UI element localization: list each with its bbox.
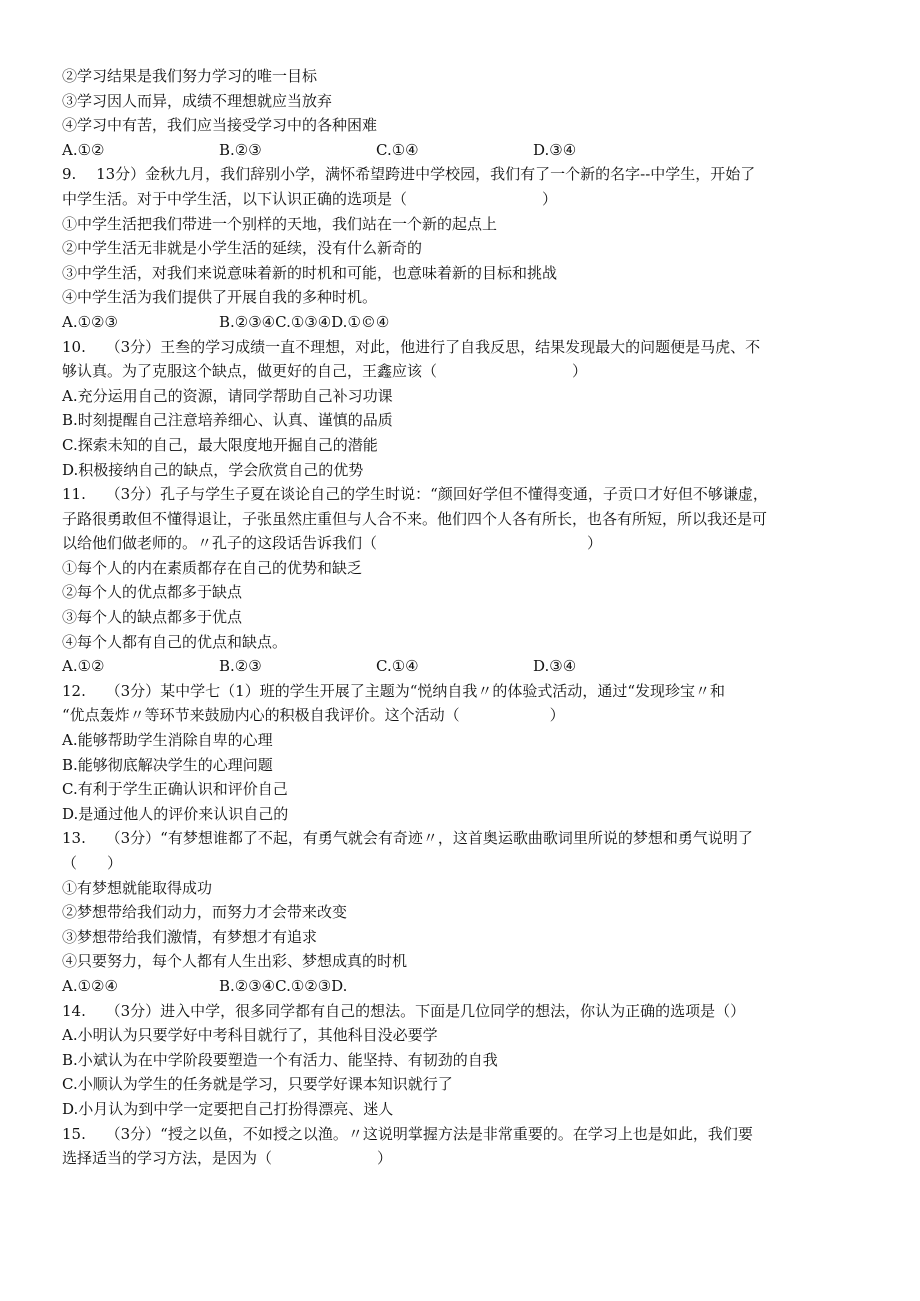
option-a[interactable]: A.小明认为只要学好中考科目就行了，其他科目没必要学	[62, 1026, 438, 1045]
question-stem: 11. （3分）孔子与学生子夏在谈论自己的学生时说：“颜回好学但不懂得变通，子贡口才好但不够谦虚，	[62, 485, 768, 504]
question-15	[62, 1122, 872, 1171]
question-stem: 中学生活。对于中学生活，以下认识正确的选项是（ ）	[62, 189, 558, 208]
question-11	[62, 482, 872, 679]
statement-item: ②学习结果是我们努力学习的唯一目标	[62, 67, 318, 85]
question-stem: 子路很勇敢但不懂得退让，子张虽然庄重但与人合不来。他们四个人各有所长，也各有所短，所以我还是可	[62, 509, 768, 528]
option-d[interactable]: D.小月认为到中学一定要把自己打扮得漂亮、迷人	[62, 1099, 394, 1118]
option-a[interactable]: A.能够帮助学生消除自卑的心理	[62, 731, 273, 750]
option-d[interactable]: D.③④	[533, 140, 577, 159]
option-d[interactable]: D.是通过他人的评价来认识自己的	[62, 804, 289, 823]
answer-options	[62, 138, 872, 163]
option-a[interactable]: A.①②④	[62, 976, 118, 995]
option-c[interactable]: C.探索未知的自己，最大限度地开掘自己的潜能	[62, 435, 378, 454]
option-a[interactable]: A.①②	[62, 140, 105, 159]
statement-item: ①有梦想就能取得成功	[62, 878, 213, 897]
statement-item: ④学习中有苦，我们应当接受学习中的各种困难	[62, 116, 378, 135]
statement-item: ②中学生活无非就是小学生活的延续，没有什么新奇的	[62, 239, 423, 258]
answer-options	[62, 974, 872, 999]
question-stem: 15. （3分）“授之以鱼，不如授之以渔。〃这说明掌握方法是非常重要的。在学习上也是如此，我们要	[62, 1124, 753, 1143]
statement-item: ④每个人都有自己的优点和缺点。	[62, 632, 288, 651]
statement-item: ③每个人的缺点都多于优点	[62, 608, 243, 627]
question-stem: “优点轰炸〃等环节来鼓励内心的积极自我评价。这个活动（ ）	[62, 706, 565, 725]
option-b[interactable]: B.小斌认为在中学阶段要塑造一个有活力、能坚持、有韧劲的自我	[62, 1050, 498, 1069]
question-stem: 够认真。为了克服这个缺点，做更好的自己，王鑫应该（ ）	[62, 362, 588, 381]
question-stem: （ ）	[62, 854, 123, 872]
exam-page	[62, 64, 872, 1171]
statement-item: ③学习因人而异，成绩不理想就应当放弃	[62, 91, 333, 110]
question-stem: 13. （3分）“有梦想谁都了不起，有勇气就会有奇迹〃，这首奥运歌曲歌词里所说的梦想和勇气说明了	[62, 829, 753, 848]
option-b[interactable]: B.时刻提醒自己注意培养细心、认真、谨慎的品质	[62, 411, 393, 430]
option-c[interactable]: C.①④	[376, 657, 419, 676]
option-bcd[interactable]: B.②③④C.①②③D.	[219, 976, 348, 995]
option-a[interactable]: A.充分运用自己的资源，请同学帮助自己补习功课	[62, 386, 393, 405]
option-b[interactable]: B.②③	[219, 140, 262, 159]
option-bcd[interactable]: B.②③④C.①③④D.①©④	[219, 312, 390, 331]
question-stem: 9. 13分）金秋九月，我们辞别小学，满怀希望跨进中学校园，我们有了一个新的名字--中学生，开始了	[62, 165, 756, 184]
option-c[interactable]: C.小顺认为学生的任务就是学习，只要学好课本知识就行了	[62, 1075, 453, 1094]
option-b[interactable]: B.能够彻底解决学生的心理问题	[62, 755, 273, 774]
option-d[interactable]: D.③④	[533, 657, 577, 676]
option-c[interactable]: C.有利于学生正确认识和评价自己	[62, 780, 288, 799]
question-stem: 选择适当的学习方法，是因为（ ）	[62, 1149, 393, 1168]
option-a[interactable]: A.①②③	[62, 312, 118, 331]
statement-item: ①每个人的内在素质都存在自己的优势和缺乏	[62, 558, 363, 577]
option-a[interactable]: A.①②	[62, 657, 105, 676]
answer-options	[62, 654, 872, 679]
question-12	[62, 679, 872, 827]
question-9	[62, 162, 872, 334]
option-b[interactable]: B.②③	[219, 657, 262, 676]
question-stem: 以给他们做老师的。〃孔子的这段话告诉我们（ ）	[62, 534, 603, 553]
statement-item: ④只要努力，每个人都有人生出彩、梦想成真的时机	[62, 952, 408, 971]
answer-options	[62, 310, 872, 335]
statement-item: ③中学生活，对我们来说意味着新的时机和可能，也意味着新的目标和挑战	[62, 263, 558, 282]
question-8-tail	[62, 64, 872, 162]
statement-item: ②每个人的优点都多于缺点	[62, 583, 243, 602]
statement-item: ②梦想带给我们动力，而努力才会带来改变	[62, 903, 348, 922]
question-stem: 14. （3分）进入中学，很多同学都有自己的想法。下面是几位同学的想法，你认为正确的选项是（）	[62, 1001, 746, 1020]
statement-item: ①中学生活把我们带进一个别样的天地，我们站在一个新的起点上	[62, 214, 498, 233]
question-14	[62, 999, 872, 1122]
statement-item: ③梦想带给我们激情，有梦想才有追求	[62, 927, 318, 946]
question-stem: 12. （3分）某中学七（1）班的学生开展了主题为“悦纳自我〃的体验式活动，通过“发现珍宝〃和	[62, 681, 726, 700]
option-d[interactable]: D.积极接纳自己的缺点，学会欣赏自己的优势	[62, 460, 364, 479]
statement-item: ④中学生活为我们提供了开展自我的多种时机。	[62, 288, 378, 307]
question-stem: 10. （3分）王叁的学习成绩一直不理想，对此，他进行了自我反思，结果发现最大的问题便是马虎、不	[62, 337, 761, 356]
question-10	[62, 335, 872, 483]
question-13	[62, 826, 872, 998]
option-c[interactable]: C.①④	[376, 140, 419, 159]
